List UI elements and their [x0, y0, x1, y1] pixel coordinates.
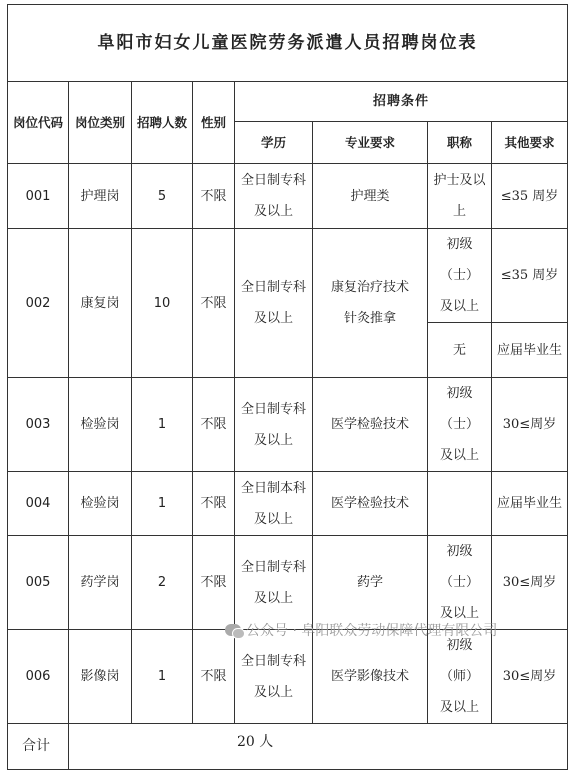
edu-line1: 全日制专科 — [240, 280, 306, 295]
title-line1: 初级（士） — [439, 386, 479, 432]
row-code: 002 — [8, 229, 69, 378]
row-count: 1 — [132, 630, 193, 724]
row-title — [428, 378, 492, 472]
row-major — [313, 164, 428, 229]
row-code: 006 — [8, 630, 69, 724]
row-other: 30≤周岁 — [492, 378, 568, 472]
table-row — [8, 378, 568, 472]
title-line2: 上 — [452, 204, 466, 219]
row-title — [428, 164, 492, 229]
row-other: ≤35 周岁 — [492, 229, 568, 323]
total-value: 20 人 — [69, 724, 568, 770]
table-row — [8, 630, 568, 724]
major-line1: 康复治疗技术 — [330, 280, 409, 295]
edu-line2: 及以上 — [253, 590, 293, 606]
row-count: 2 — [132, 536, 193, 630]
row-gender: 不限 — [193, 378, 235, 472]
header-title: 职称 — [428, 122, 492, 164]
title-line1: 初级（士） — [439, 544, 479, 590]
row-major: 药学 — [313, 536, 428, 630]
header-code: 岗位代码 — [8, 82, 69, 164]
row-gender: 不限 — [193, 229, 235, 378]
row-title — [428, 536, 492, 630]
row-count: 1 — [132, 378, 193, 472]
header-category: 岗位类别 — [69, 82, 132, 164]
title-line1: 初级（师） — [439, 638, 479, 684]
major-line2: 针灸推拿 — [343, 311, 396, 326]
row-count: 1 — [132, 472, 193, 536]
header-count: 招聘人数 — [132, 82, 193, 164]
row-category: 药学岗 — [69, 536, 132, 630]
row-major: 医学检验技术 — [313, 472, 428, 536]
edu-line2: 及以上 — [253, 432, 293, 448]
row-major: 医学影像技术 — [313, 630, 428, 724]
edu-line2: 及以上 — [253, 311, 293, 326]
row-code: 004 — [8, 472, 69, 536]
row-other: 应届毕业生 — [492, 472, 568, 536]
title-line2: 及以上 — [439, 700, 479, 715]
row-other: ≤35 周岁 — [492, 164, 568, 229]
watermark-text: 公众号 · 阜阳联众劳动保障代理有限公司 — [246, 623, 498, 639]
table-row — [8, 229, 568, 323]
table-row — [8, 164, 568, 229]
row-title: 无 — [428, 323, 492, 378]
major-line1: 护理类 — [350, 188, 390, 204]
row-category: 护理岗 — [69, 164, 132, 229]
title-line1: 初级（士） — [439, 237, 479, 283]
row-category: 检验岗 — [69, 472, 132, 536]
row-education — [235, 229, 313, 378]
row-education — [235, 378, 313, 472]
wechat-icon — [225, 624, 241, 636]
row-count: 5 — [132, 164, 193, 229]
row-category: 影像岗 — [69, 630, 132, 724]
row-other: 30≤周岁 — [492, 536, 568, 630]
row-count: 10 — [132, 229, 193, 378]
row-code: 005 — [8, 536, 69, 630]
header-major: 专业要求 — [313, 122, 428, 164]
row-education — [235, 630, 313, 724]
header-conditions: 招聘条件 — [235, 82, 568, 122]
row-gender: 不限 — [193, 630, 235, 724]
row-education — [235, 472, 313, 536]
total-label: 合计 — [8, 724, 69, 770]
row-education — [235, 164, 313, 229]
row-gender: 不限 — [193, 536, 235, 630]
edu-line1: 全日制专科 — [240, 173, 306, 188]
title-line2: 及以上 — [439, 299, 479, 314]
row-education — [235, 536, 313, 630]
edu-line1: 全日制本科 — [240, 480, 306, 496]
watermark — [225, 620, 497, 640]
row-major: 医学检验技术 — [313, 378, 428, 472]
row-title — [428, 630, 492, 724]
table-row — [8, 536, 568, 630]
row-gender: 不限 — [193, 164, 235, 229]
title-line1: 护士及以 — [433, 173, 486, 188]
edu-line2: 及以上 — [253, 511, 293, 527]
edu-line1: 全日制专科 — [240, 401, 306, 417]
header-other: 其他要求 — [492, 122, 568, 164]
row-other: 30≤周岁 — [492, 630, 568, 724]
row-title — [428, 472, 492, 536]
row-title — [428, 229, 492, 323]
edu-line2: 及以上 — [253, 684, 293, 700]
row-code: 001 — [8, 164, 69, 229]
edu-line1: 全日制专科 — [240, 653, 306, 669]
recruitment-table — [7, 4, 568, 770]
table-row — [8, 472, 568, 536]
title-line2: 及以上 — [439, 448, 479, 463]
edu-line2: 及以上 — [253, 204, 293, 219]
row-other: 应届毕业生 — [492, 323, 568, 378]
row-gender: 不限 — [193, 472, 235, 536]
total-row — [8, 724, 568, 770]
header-gender: 性别 — [193, 82, 235, 164]
title-line2: 及以上 — [439, 606, 479, 621]
row-major — [313, 229, 428, 378]
row-category: 检验岗 — [69, 378, 132, 472]
row-category: 康复岗 — [69, 229, 132, 378]
row-code: 003 — [8, 378, 69, 472]
table-title: 阜阳市妇女儿童医院劳务派遣人员招聘岗位表 — [8, 5, 568, 82]
edu-line1: 全日制专科 — [240, 559, 306, 575]
header-education: 学历 — [235, 122, 313, 164]
